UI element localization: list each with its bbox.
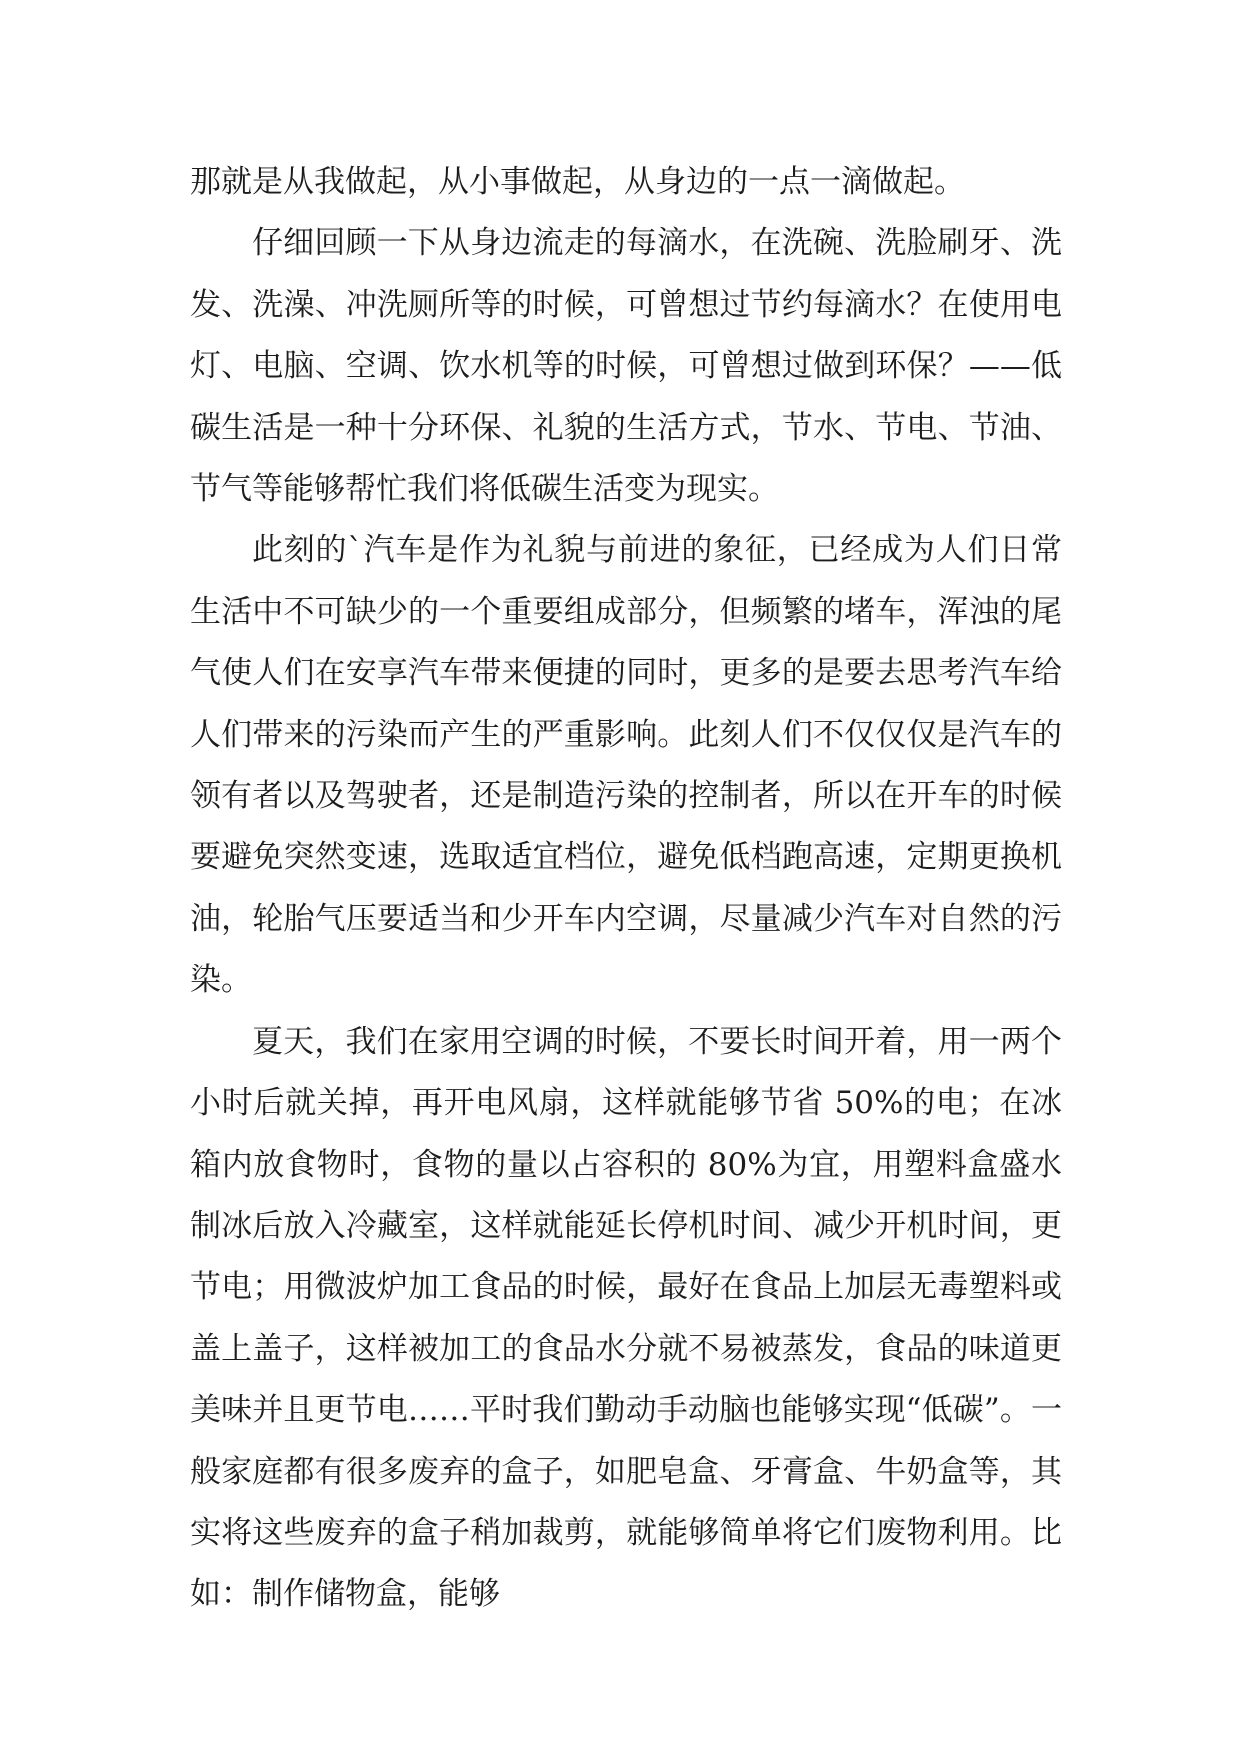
text-line: 机时间，更节电；用微波炉加工食品的时候，最好在食品上 <box>190 1207 1062 1306</box>
paragraph <box>190 520 1062 1011</box>
text-line: 肥皂盒、牙膏盒、牛奶盒等，其实将这些废弃的盒子稍加裁 <box>190 1453 1063 1551</box>
text-line: 加层无毒塑料或盖上盖子，这样被加工的食品水分就不易被 <box>190 1269 1062 1367</box>
text-line: 日常生活中不可缺少的一个重要组成部分，但频繁的堵车， <box>190 532 1062 630</box>
text-line: 剪，就能够简单将它们废物利用。比如：制作储物盒，能够 <box>190 1514 1063 1613</box>
paragraph <box>190 152 1062 213</box>
paragraph <box>190 1012 1062 1626</box>
text-line: 仔细回顾一下从身边流走的每滴水，在洗碗、洗脸刷牙、 <box>252 225 1031 262</box>
document-body <box>190 152 1062 1626</box>
text-line: 脑也能够实现“低碳”。一般家庭都有很多废弃的盒子，如 <box>190 1392 1062 1490</box>
text-line: 空调，尽量减少汽车对自然的污染。 <box>190 900 1063 999</box>
text-line: 洗发、洗澡、冲洗厕所等的时候，可曾想过节约每滴水？在 <box>190 225 1062 323</box>
text-line: 在冰箱内放食物时，食物的量以占容积的 80%为宜，用塑料 <box>190 1085 1062 1183</box>
text-line: 夏天，我们在家用空调的时候，不要长时间开着，用一 <box>252 1023 1000 1060</box>
text-line: 浑浊的尾气使人们在安享汽车带来便捷的同时，更多的是要 <box>190 593 1063 692</box>
text-line: 节电、节油、节气等能够帮忙我们将低碳生活变为现实。 <box>190 409 1063 508</box>
text-line: 那就是从我做起，从小事做起，从身边的一点一滴做起。 <box>190 164 965 200</box>
text-line: 蒸发，食品的味道更美味并且更节电……平时我们勤动手动 <box>190 1330 1063 1429</box>
paragraph <box>190 213 1062 520</box>
text-line: 保？——低碳生活是一种十分环保、礼貌的生活方式，节水、 <box>190 348 1063 446</box>
text-line: 盒盛水制冰后放入冷藏室，这样就能延长停机时间、减少开 <box>190 1146 1062 1244</box>
text-line: 两个小时后就关掉，再开电风扇，这样就能够节省 50%的电； <box>190 1023 1063 1122</box>
text-line: 此刻的`汽车是作为礼貌与前进的象征，已经成为人们 <box>252 532 1000 569</box>
text-line: 免低档跑高速，定期更换机油，轮胎气压要适当和少开车内 <box>190 839 1063 937</box>
text-line: 不仅仅仅是汽车的领有者以及驾驶者，还是制造污染的控制 <box>190 716 1063 815</box>
text-line: 者，所以在开车的时候要避免突然变速，选取适宜档位，避 <box>190 778 1063 876</box>
text-line: 去思考汽车给人们带来的污染而产生的严重影响。此刻人们 <box>190 655 1063 753</box>
text-line: 使用电灯、电脑、空调、饮水机等的时候，可曾想过做到环 <box>190 286 1062 385</box>
